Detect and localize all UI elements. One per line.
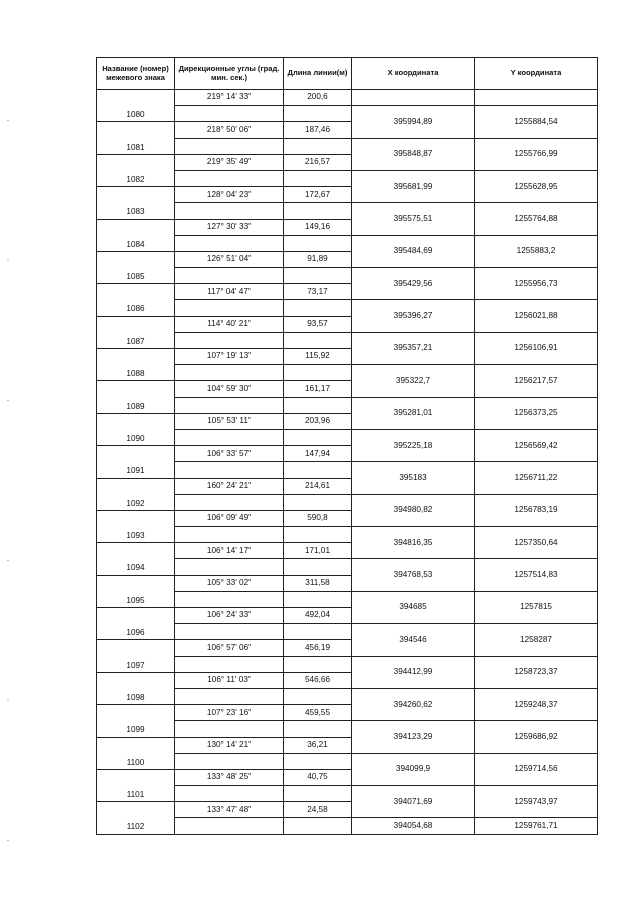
y-coordinate-cell: 1256106,91 (475, 332, 598, 364)
direction-angle-cell: 117° 04' 47" (175, 284, 284, 300)
x-coordinate-cell: 395429,56 (352, 268, 475, 300)
empty-angle-cell (175, 688, 284, 704)
empty-angle-cell (175, 818, 284, 834)
point-name-cell: 1096 (97, 608, 175, 640)
point-name-cell: 1085 (97, 251, 175, 283)
empty-angle-cell (175, 591, 284, 607)
empty-length-cell (284, 138, 352, 154)
line-length-cell: 149,16 (284, 219, 352, 235)
x-coordinate-cell: 395225,18 (352, 429, 475, 461)
empty-angle-cell (175, 170, 284, 186)
line-length-cell: 214,61 (284, 478, 352, 494)
direction-angle-cell: 218° 50' 06" (175, 122, 284, 138)
direction-angle-cell: 133° 48' 25" (175, 769, 284, 785)
y-coordinate-cell: 1259743,97 (475, 786, 598, 818)
point-name-cell: 1098 (97, 672, 175, 704)
y-coordinate-cell: 1255628,95 (475, 170, 598, 202)
y-coordinate-cell: 1255764,88 (475, 203, 598, 235)
point-name-cell: 1097 (97, 640, 175, 672)
y-coordinate-cell: 1259761,71 (475, 818, 598, 834)
empty-length-cell (284, 332, 352, 348)
empty-angle-cell (175, 429, 284, 445)
empty-length-cell (284, 688, 352, 704)
x-coordinate-cell: 394816,35 (352, 527, 475, 559)
x-coordinate-cell: 394546 (352, 624, 475, 656)
x-coordinate-cell: 395848,87 (352, 138, 475, 170)
line-length-cell: 216,57 (284, 154, 352, 170)
line-length-cell: 171,01 (284, 543, 352, 559)
scan-mark (7, 120, 9, 121)
point-name-cell: 1086 (97, 284, 175, 316)
x-coordinate-cell: 395681,99 (352, 170, 475, 202)
empty-length-cell (284, 365, 352, 381)
empty-y-cell (475, 90, 598, 106)
scan-mark (7, 700, 9, 701)
direction-angle-cell: 107° 23' 16" (175, 705, 284, 721)
point-name-cell: 1091 (97, 446, 175, 478)
header-point-name: Название (номер) межевого знака (97, 58, 175, 90)
x-coordinate-cell: 395484,69 (352, 235, 475, 267)
scan-mark (7, 840, 9, 841)
point-name-cell: 1083 (97, 187, 175, 219)
point-name-cell: 1093 (97, 510, 175, 542)
point-name-cell: 1099 (97, 705, 175, 737)
empty-length-cell (284, 624, 352, 640)
empty-angle-cell (175, 494, 284, 510)
x-coordinate-cell: 394980,82 (352, 494, 475, 526)
line-length-cell: 93,57 (284, 316, 352, 332)
x-coordinate-cell: 394685 (352, 591, 475, 623)
x-coordinate-cell: 395322,7 (352, 365, 475, 397)
point-name-cell: 1089 (97, 381, 175, 413)
empty-length-cell (284, 397, 352, 413)
line-length-cell: 546,66 (284, 672, 352, 688)
direction-angle-cell: 105° 33' 02" (175, 575, 284, 591)
line-length-cell: 147,94 (284, 446, 352, 462)
direction-angle-cell: 106° 09' 49" (175, 510, 284, 526)
empty-length-cell (284, 656, 352, 672)
x-coordinate-cell: 394123,29 (352, 721, 475, 753)
y-coordinate-cell: 1255956,73 (475, 268, 598, 300)
y-coordinate-cell: 1256373,25 (475, 397, 598, 429)
line-length-cell: 590,8 (284, 510, 352, 526)
header-line-length: Длина линии(м) (284, 58, 352, 90)
point-name-cell: 1080 (97, 90, 175, 122)
x-coordinate-cell: 395281,01 (352, 397, 475, 429)
empty-length-cell (284, 462, 352, 478)
empty-angle-cell (175, 462, 284, 478)
y-coordinate-cell: 1257514,83 (475, 559, 598, 591)
line-length-cell: 161,17 (284, 381, 352, 397)
empty-angle-cell (175, 268, 284, 284)
empty-angle-cell (175, 235, 284, 251)
empty-length-cell (284, 494, 352, 510)
empty-length-cell (284, 818, 352, 834)
y-coordinate-cell: 1255883,2 (475, 235, 598, 267)
x-coordinate-cell: 395183 (352, 462, 475, 494)
empty-angle-cell (175, 203, 284, 219)
empty-length-cell (284, 106, 352, 122)
direction-angle-cell: 106° 24' 33" (175, 608, 284, 624)
empty-length-cell (284, 268, 352, 284)
empty-angle-cell (175, 397, 284, 413)
direction-angle-cell: 106° 57' 06" (175, 640, 284, 656)
empty-angle-cell (175, 365, 284, 381)
point-name-cell: 1101 (97, 769, 175, 801)
point-name-cell: 1094 (97, 543, 175, 575)
point-name-cell: 1092 (97, 478, 175, 510)
empty-length-cell (284, 721, 352, 737)
direction-angle-cell: 133° 47' 48" (175, 802, 284, 818)
y-coordinate-cell: 1259714,56 (475, 753, 598, 785)
direction-angle-cell: 107° 19' 13" (175, 349, 284, 365)
line-length-cell: 73,17 (284, 284, 352, 300)
x-coordinate-cell: 394768,53 (352, 559, 475, 591)
y-coordinate-cell: 1256569,42 (475, 429, 598, 461)
x-coordinate-cell: 394412,99 (352, 656, 475, 688)
direction-angle-cell: 126° 51' 04" (175, 251, 284, 267)
x-coordinate-cell: 394054,68 (352, 818, 475, 834)
boundary-coordinates-table (96, 57, 598, 835)
line-length-cell: 456,19 (284, 640, 352, 656)
empty-length-cell (284, 786, 352, 802)
empty-angle-cell (175, 300, 284, 316)
point-name-cell: 1084 (97, 219, 175, 251)
line-length-cell: 91,89 (284, 251, 352, 267)
point-name-cell: 1082 (97, 154, 175, 186)
y-coordinate-cell: 1256021,88 (475, 300, 598, 332)
point-name-cell: 1102 (97, 802, 175, 834)
empty-angle-cell (175, 527, 284, 543)
line-length-cell: 311,58 (284, 575, 352, 591)
empty-angle-cell (175, 624, 284, 640)
x-coordinate-cell: 394071,69 (352, 786, 475, 818)
direction-angle-cell: 127° 30' 33" (175, 219, 284, 235)
direction-angle-cell: 106° 11' 03" (175, 672, 284, 688)
y-coordinate-cell: 1256711,22 (475, 462, 598, 494)
scan-mark (7, 260, 9, 261)
empty-length-cell (284, 170, 352, 186)
y-coordinate-cell: 1257350,64 (475, 527, 598, 559)
direction-angle-cell: 106° 14' 17" (175, 543, 284, 559)
y-coordinate-cell: 1259248,37 (475, 688, 598, 720)
line-length-cell: 24,58 (284, 802, 352, 818)
empty-length-cell (284, 527, 352, 543)
scan-mark (7, 560, 9, 561)
line-length-cell: 492,04 (284, 608, 352, 624)
empty-angle-cell (175, 106, 284, 122)
empty-x-cell (352, 90, 475, 106)
direction-angle-cell: 128° 04' 23" (175, 187, 284, 203)
x-coordinate-cell: 395396,27 (352, 300, 475, 332)
header-x-coordinate: X координата (352, 58, 475, 90)
scan-mark (7, 400, 9, 401)
x-coordinate-cell: 395575,51 (352, 203, 475, 235)
empty-length-cell (284, 235, 352, 251)
line-length-cell: 203,96 (284, 413, 352, 429)
point-name-cell: 1090 (97, 413, 175, 445)
empty-length-cell (284, 753, 352, 769)
point-name-cell: 1081 (97, 122, 175, 154)
empty-length-cell (284, 429, 352, 445)
empty-angle-cell (175, 332, 284, 348)
empty-angle-cell (175, 753, 284, 769)
y-coordinate-cell: 1258287 (475, 624, 598, 656)
x-coordinate-cell: 395994,89 (352, 106, 475, 138)
point-name-cell: 1095 (97, 575, 175, 607)
empty-length-cell (284, 203, 352, 219)
direction-angle-cell: 114° 40' 21" (175, 316, 284, 332)
line-length-cell: 200,6 (284, 90, 352, 106)
x-coordinate-cell: 394099,9 (352, 753, 475, 785)
header-direction-angle: Дирекционные углы (град. мин. сек.) (175, 58, 284, 90)
empty-angle-cell (175, 559, 284, 575)
line-length-cell: 40,75 (284, 769, 352, 785)
y-coordinate-cell: 1255766,99 (475, 138, 598, 170)
y-coordinate-cell: 1259686,92 (475, 721, 598, 753)
line-length-cell: 115,92 (284, 349, 352, 365)
empty-length-cell (284, 591, 352, 607)
direction-angle-cell: 106° 33' 57" (175, 446, 284, 462)
direction-angle-cell: 160° 24' 21" (175, 478, 284, 494)
y-coordinate-cell: 1256783,19 (475, 494, 598, 526)
direction-angle-cell: 104° 59' 30" (175, 381, 284, 397)
point-name-cell: 1087 (97, 316, 175, 348)
point-name-cell: 1100 (97, 737, 175, 769)
line-length-cell: 459,55 (284, 705, 352, 721)
line-length-cell: 172,67 (284, 187, 352, 203)
direction-angle-cell: 219° 14' 33" (175, 90, 284, 106)
direction-angle-cell: 219° 35' 49" (175, 154, 284, 170)
empty-angle-cell (175, 786, 284, 802)
empty-length-cell (284, 300, 352, 316)
y-coordinate-cell: 1256217,57 (475, 365, 598, 397)
table-row (97, 90, 598, 106)
point-name-cell: 1088 (97, 349, 175, 381)
empty-angle-cell (175, 138, 284, 154)
line-length-cell: 36,21 (284, 737, 352, 753)
empty-length-cell (284, 559, 352, 575)
header-y-coordinate: Y координата (475, 58, 598, 90)
x-coordinate-cell: 395357,21 (352, 332, 475, 364)
x-coordinate-cell: 394260,62 (352, 688, 475, 720)
empty-angle-cell (175, 656, 284, 672)
direction-angle-cell: 130° 14' 21" (175, 737, 284, 753)
table-header-row (97, 58, 598, 90)
y-coordinate-cell: 1257815 (475, 591, 598, 623)
direction-angle-cell: 105° 53' 11" (175, 413, 284, 429)
empty-angle-cell (175, 721, 284, 737)
line-length-cell: 187,46 (284, 122, 352, 138)
y-coordinate-cell: 1258723,37 (475, 656, 598, 688)
y-coordinate-cell: 1255884,54 (475, 106, 598, 138)
